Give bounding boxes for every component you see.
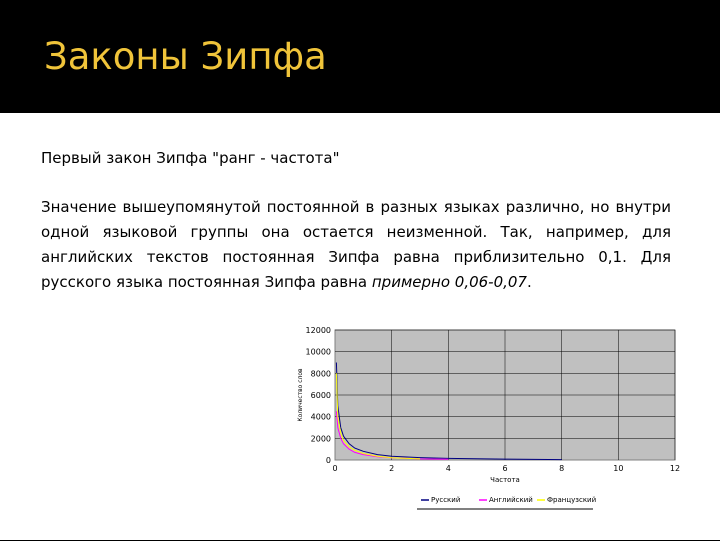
- x-tick-label: 2: [389, 464, 395, 473]
- x-axis-label: Частота: [490, 476, 520, 484]
- y-tick-label: 12000: [305, 326, 331, 335]
- x-tick-label: 6: [502, 464, 508, 473]
- paragraph-italic-text: примерно 0,06-0,07: [371, 273, 527, 291]
- y-tick-label: 6000: [310, 391, 331, 400]
- x-tick-label: 10: [613, 464, 624, 473]
- x-tick-label: 0: [332, 464, 338, 473]
- legend-label-0: Русский: [431, 496, 461, 504]
- y-tick-label: 4000: [310, 412, 331, 422]
- paragraph-main-text: Значение вышеупомянутой постоянной в разных языках различно, но внутри одной языковой группы она остается неизменной. Так, например, для английских текстов постоянная Зипфа равна приблизительно 0,1. Для русского языка постоянная Зипфа равна: [41, 198, 671, 291]
- y-tick-label: 10000: [305, 347, 331, 357]
- slide-title: Законы Зипфа: [44, 35, 327, 78]
- x-tick-label: 12: [669, 464, 681, 473]
- slide-subtitle: Первый закон Зипфа "ранг - частота": [41, 149, 340, 167]
- y-tick-label: 8000: [310, 369, 331, 379]
- legend-label-1: Английский: [489, 496, 533, 504]
- x-tick-label: 4: [445, 464, 451, 473]
- y-tick-label: 2000: [310, 434, 331, 444]
- y-axis-label: Количество слов: [297, 368, 304, 422]
- legend-label-2: Французский: [547, 496, 597, 504]
- chart-svg: [290, 325, 690, 537]
- x-tick-label: 8: [559, 464, 565, 473]
- zipf-chart: [290, 325, 690, 537]
- paragraph-end-text: .: [526, 273, 532, 291]
- slide-content: [0, 113, 720, 540]
- y-tick-label: 0: [325, 456, 331, 465]
- title-bar: [0, 0, 720, 113]
- body-paragraph: [41, 195, 671, 295]
